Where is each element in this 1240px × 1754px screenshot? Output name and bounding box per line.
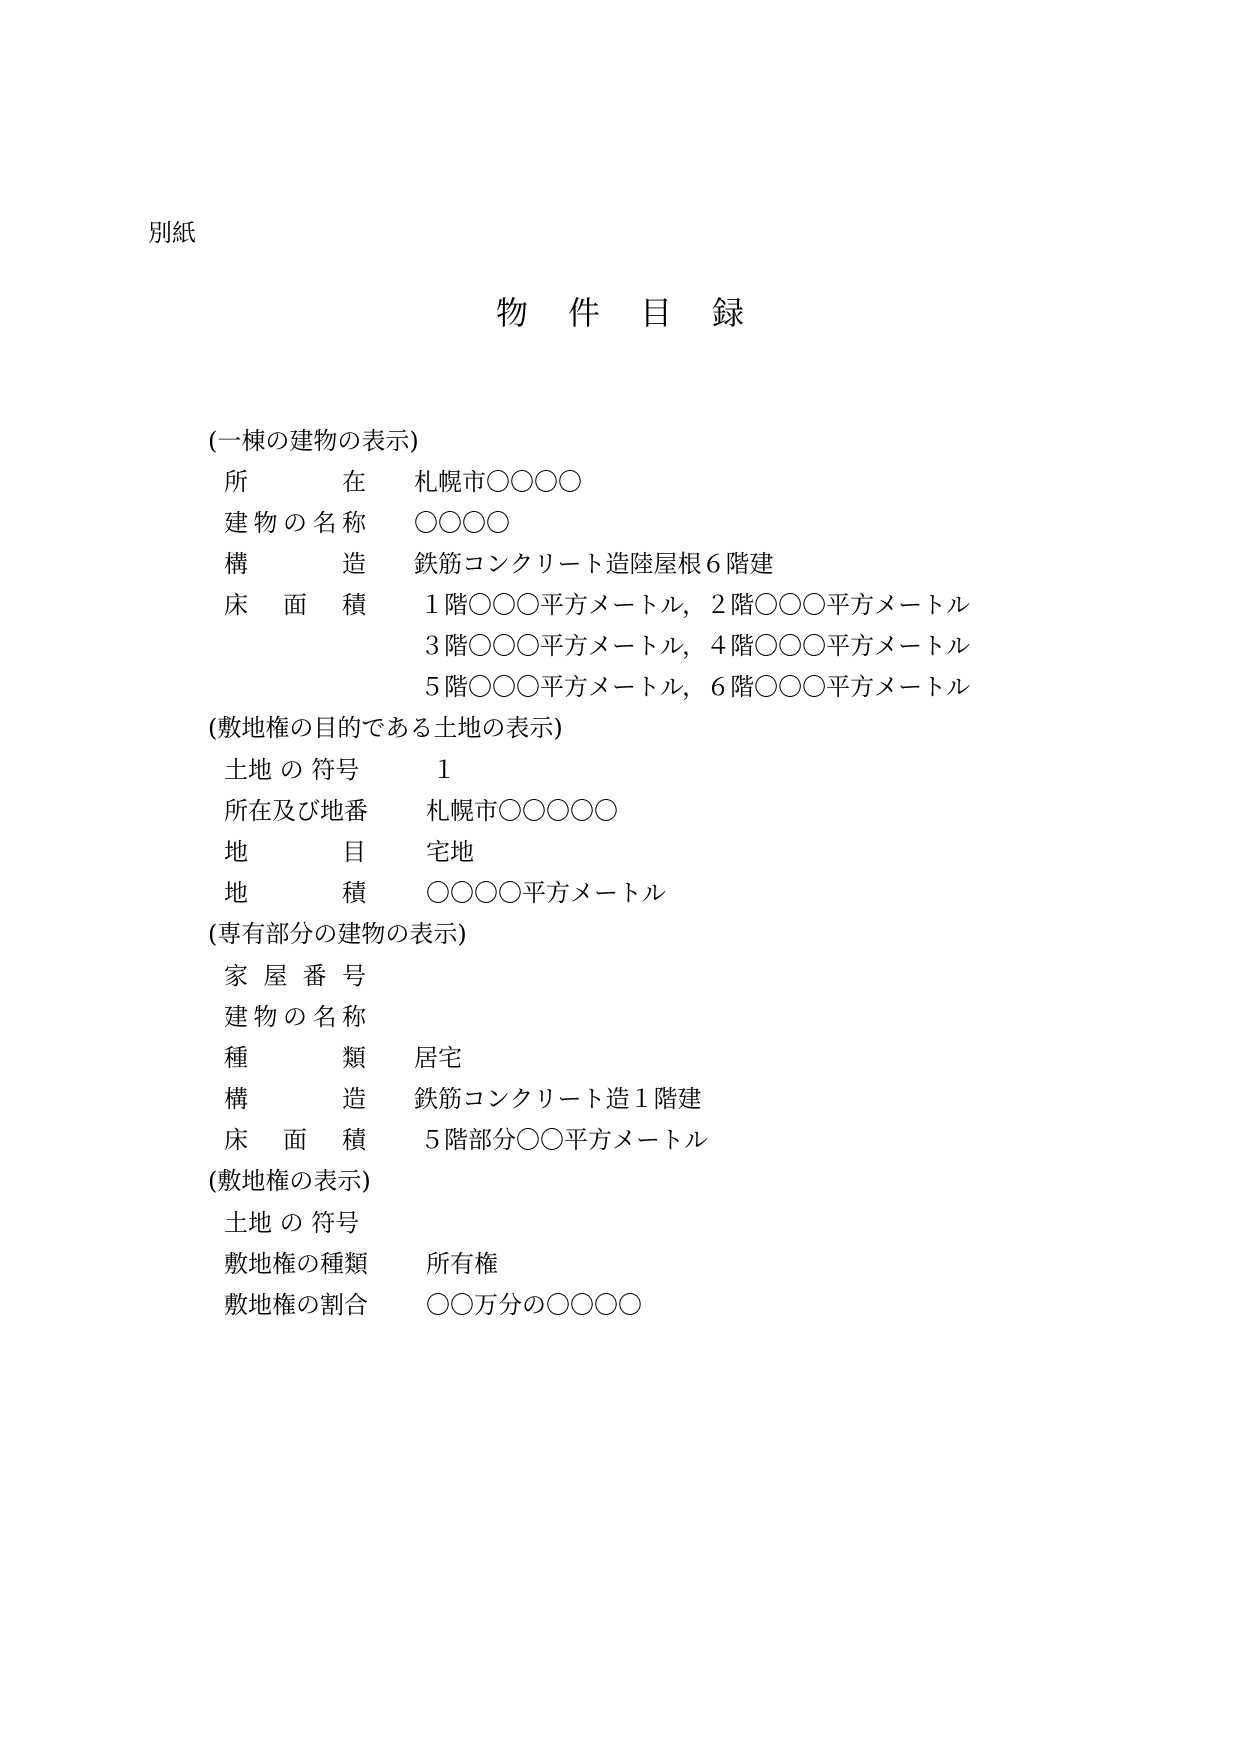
site-ratio-label: 敷地権の割合 — [224, 1291, 368, 1319]
structure-value: 鉄筋コンクリート造陸屋根６階建 — [414, 550, 774, 578]
unit-structure-value: 鉄筋コンクリート造１階建 — [414, 1085, 702, 1113]
site-type-value: 所有権 — [426, 1250, 498, 1278]
unit-floor-area-value: ５階部分〇〇平方メートル — [420, 1126, 708, 1154]
unit-type-label: 種 類 — [224, 1044, 366, 1072]
floor-area-line-1: １階〇〇〇平方メートル，２階〇〇〇平方メートル — [420, 591, 971, 619]
site-ratio-value: 〇〇万分の〇〇〇〇 — [426, 1291, 642, 1319]
land-area-label: 地 積 — [224, 879, 366, 907]
land-category-value: 宅地 — [426, 838, 474, 866]
land-symbol-label: 土地 の 符号 — [224, 756, 360, 784]
land-location-value: 札幌市〇〇〇〇〇 — [426, 797, 618, 825]
location-value: 札幌市〇〇〇〇 — [414, 468, 582, 496]
unit-name-label: 建 物 の 名 称 — [224, 1003, 366, 1031]
floor-area-label: 床 面 積 — [224, 591, 366, 619]
land-category-label: 地 目 — [224, 838, 366, 866]
location-label: 所 在 — [224, 468, 366, 496]
building-name-label: 建 物 の 名 称 — [224, 509, 366, 537]
site-type-label: 敷地権の種類 — [224, 1250, 368, 1278]
floor-area-line-3: ５階〇〇〇平方メートル，６階〇〇〇平方メートル — [420, 673, 971, 701]
structure-label: 構 造 — [224, 550, 366, 578]
building-name-value: 〇〇〇〇 — [414, 509, 510, 537]
unit-floor-area-label: 床 面 積 — [224, 1126, 366, 1154]
land-symbol-value: １ — [432, 756, 456, 784]
document-title: 物件目録 — [495, 294, 784, 332]
land-area-value: 〇〇〇〇平方メートル — [426, 879, 666, 907]
site-symbol-label: 土地 の 符号 — [224, 1209, 360, 1237]
unit-structure-label: 構 造 — [224, 1085, 366, 1113]
section-heading-site-right: (敷地権の表示) — [208, 1167, 371, 1195]
land-location-label: 所在及び地番 — [224, 797, 368, 825]
house-number-label: 家 屋 番 号 — [224, 962, 366, 990]
section-heading-land: (敷地権の目的である土地の表示) — [208, 714, 563, 742]
unit-type-value: 居宅 — [414, 1044, 462, 1072]
section-heading-exclusive-unit: (専有部分の建物の表示) — [208, 920, 467, 948]
floor-area-line-2: ３階〇〇〇平方メートル，４階〇〇〇平方メートル — [420, 632, 971, 660]
attachment-label: 別紙 — [148, 219, 196, 247]
section-heading-building: (一棟の建物の表示) — [208, 427, 419, 455]
